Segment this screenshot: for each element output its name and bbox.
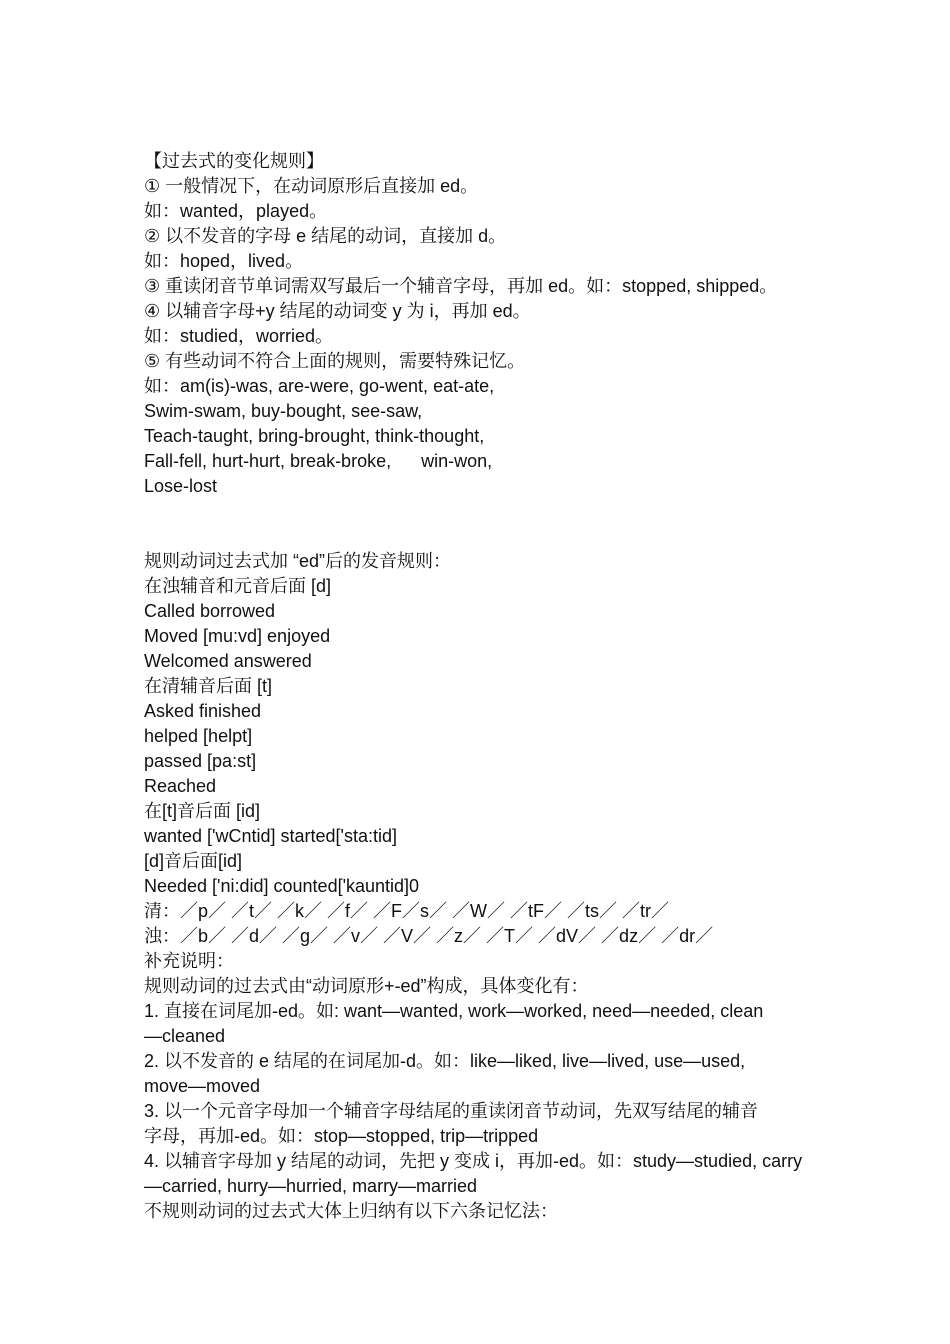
irregular-examples-4: Fall-fell, hurt-hurt, break-broke, win-won, — [144, 451, 493, 471]
supplement-rule-2-cont: move—moved — [144, 1076, 261, 1096]
pronunciation-example: helped [helpt] — [144, 726, 253, 746]
pronunciation-example: Asked finished — [144, 701, 262, 721]
supplement-heading: 补充说明： — [144, 951, 234, 971]
pronunciation-example: Called borrowed — [144, 601, 276, 621]
pronunciation-after-t: 在[t]音后面 [id] — [144, 801, 261, 821]
pronunciation-example: Moved [mu:vd] enjoyed — [144, 626, 331, 646]
document-body — [144, 149, 824, 1224]
irregular-examples-3: Teach-taught, bring-brought, think-thought, — [144, 426, 485, 446]
rule-4-example: 如：studied，worried。 — [144, 326, 334, 346]
pronunciation-heading: 规则动词过去式加 “ed”后的发音规则： — [144, 551, 452, 571]
rule-5: ⑤ 有些动词不符合上面的规则，需要特殊记忆。 — [144, 351, 526, 371]
rule-1: ① 一般情况下，在动词原形后直接加 ed。 — [144, 176, 479, 196]
supplement-rule-3-cont: 字母，再加-ed。如：stop—stopped, trip—tripped — [144, 1126, 539, 1146]
supplement-rule-3: 3. 以一个元音字母加一个辅音字母结尾的重读闭音节动词，先双写结尾的辅音 — [144, 1101, 759, 1121]
pronunciation-example: Needed ['ni:did] counted['kauntid]0 — [144, 876, 420, 896]
supplement-rule-2: 2. 以不发音的 e 结尾的在词尾加-d。如：like—liked, live—lived, use—used, — [144, 1051, 746, 1071]
section-title: 【过去式的变化规则】 — [144, 151, 324, 171]
supplement-intro: 规则动词的过去式由“动词原形+-ed”构成，具体变化有： — [144, 976, 589, 996]
irregular-examples-1: 如：am(is)-was, are-were, go-went, eat-ate, — [144, 376, 495, 396]
pronunciation-after-d: [d]音后面[id] — [144, 851, 243, 871]
pronunciation-example: passed [pa:st] — [144, 751, 257, 771]
pronunciation-voiceless: 在清辅音后面 [t] — [144, 676, 273, 696]
rule-4: ④ 以辅音字母+y 结尾的动词变 y 为 i，再加 ed。 — [144, 301, 531, 321]
supplement-rule-1: 1. 直接在词尾加-ed。如: want—wanted, work—worked, need—needed, clean — [144, 1001, 764, 1021]
supplement-rule-4-cont: —carried, hurry—hurried, marry—married — [144, 1176, 478, 1196]
supplement-rule-4: 4. 以辅音字母加 y 结尾的动词，先把 y 变成 i，再加-ed。如：study—studied, carry — [144, 1151, 803, 1171]
pronunciation-example: Welcomed answered — [144, 651, 312, 671]
paragraph-gap — [144, 499, 824, 549]
rule-2-example: 如：hoped，lived。 — [144, 251, 304, 271]
rule-3: ③ 重读闭音节单词需双写最后一个辅音字母，再加 ed。如：stopped, shipped。 — [144, 276, 778, 296]
irregular-examples-2: Swim-swam, buy-bought, see-saw, — [144, 401, 423, 421]
voiceless-consonants: 清：／p／ ／t／ ／k／ ／f／ ／F／s／ ／W／ ／tF／ ／ts／ ／tr／ — [144, 901, 669, 921]
supplement-rule-1-cont: —cleaned — [144, 1026, 226, 1046]
pronunciation-example: Reached — [144, 776, 217, 796]
pronunciation-voiced: 在浊辅音和元音后面 [d] — [144, 576, 332, 596]
voiced-consonants: 浊：／b／ ／d／ ／g／ ／v／ ／V／ ／z／ ／T／ ／dV／ ／dz／ ／dr／ — [144, 926, 714, 946]
irregular-examples-5: Lose-lost — [144, 476, 218, 496]
pronunciation-example: wanted ['wCntid] started['sta:tid] — [144, 826, 397, 846]
irregular-summary: 不规则动词的过去式大体上归纳有以下六条记忆法： — [144, 1201, 558, 1221]
rule-1-example: 如：wanted，played。 — [144, 201, 328, 221]
rule-2: ② 以不发音的字母 e 结尾的动词，直接加 d。 — [144, 226, 507, 246]
